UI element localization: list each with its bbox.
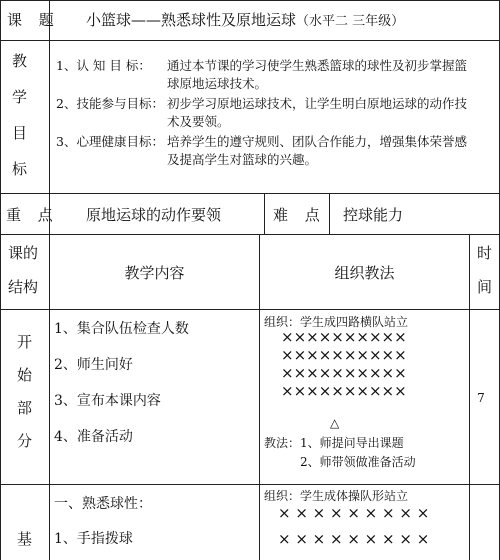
objectives-char: 学 [12,88,28,106]
topic-level: （水平二 三年级） [296,14,405,29]
method-item-text: 1、师提问导出课题 [300,436,404,450]
start-content-item: 1、集合队伍检查人数 [54,321,189,337]
structure-header-line2: 结构 [8,278,39,296]
objective-line: 通过本节课的学习使学生熟悉篮球的球性及初步掌握篮 [167,58,468,73]
section-char: 始 [17,366,33,384]
formation-row: ×××××××××× [281,346,407,364]
section-char: 开 [17,333,33,351]
basic-section-label [17,528,32,549]
method-label: 教法： [264,436,301,450]
objectives-char: 目 [12,124,28,142]
basic-organization-label: 组织：学生成体操队形站立 [264,489,409,503]
method-item [264,434,404,451]
section-char: 部 [17,399,33,417]
table-top-border [0,0,500,1]
objective-label: 1、认 知 目 标： [56,58,151,73]
basic-content-item: 1、手指拨球 [54,531,133,547]
start-content-item: 4、准备活动 [54,429,133,445]
formation-row: ×××××××××× [281,328,407,346]
col-divider-focus-a [264,193,265,234]
key-point-value: 原地运球的动作要领 [86,206,222,224]
objective-line-cont: 及提高学生对篮球的兴趣。 [167,152,318,167]
method-item-text: 2、师带领做准备活动 [300,455,416,469]
start-content-item: 2、师生问好 [54,357,133,373]
topic-title [86,9,404,30]
topic-title-main: 小篮球——熟悉球性及原地运球 [86,11,297,29]
formation-row: × × × × × × × × × [278,504,430,522]
objective-line-cont: 术及要领。 [167,114,230,129]
objective-label: 3、心理健康目标： [56,134,164,149]
table-left-border [0,0,1,560]
start-section-label [17,331,32,463]
objective-line: 初步学习原地运球技术，让学生明白原地运球的动作技 [167,96,468,111]
time-header-line1: 时 [476,244,492,262]
objective-label: 2、技能参与目标： [56,96,164,111]
objective-line-cont: 球原地运球技术。 [167,76,268,91]
teacher-position-mark: △ [330,416,340,430]
row-divider-start [0,484,500,485]
objective-item [56,94,467,114]
formation-row: × × × × × × × × × [278,530,430,548]
topic-label: 课 题 [7,11,60,29]
basic-content-item: 一、熟悉球性： [54,496,152,512]
difficulty-value: 控球能力 [343,206,404,224]
row-divider-objectives [0,193,500,194]
start-time: 7 [477,391,485,405]
row-divider-topic [0,40,500,41]
row-divider-focus [0,234,500,235]
objective-item [56,132,467,152]
time-header-line2: 间 [476,278,492,296]
key-point-label: 重 点 [6,206,59,224]
start-organization-label: 组织：学生成四路横队站立 [264,315,409,329]
method-header: 组织教法 [334,264,395,282]
objectives-section-label [12,50,27,194]
objectives-char: 教 [12,52,28,70]
difficulty-label: 难 点 [273,206,326,224]
section-char: 基 [17,530,33,548]
objective-item [56,56,467,76]
objectives-char: 标 [12,160,28,178]
formation-row: ×××××××××× [281,364,407,382]
col-divider-focus-b [329,193,330,234]
objective-line: 培养学生的遵守规则、团队合作能力，增强集体荣誉感 [167,134,468,149]
section-char: 分 [17,432,33,450]
row-divider-header [0,309,500,310]
start-content-item: 3、宣布本课内容 [54,393,161,409]
formation-row: ×××××××××× [281,382,407,400]
content-header: 教学内容 [124,264,185,282]
structure-header-line1: 课的 [8,244,39,262]
